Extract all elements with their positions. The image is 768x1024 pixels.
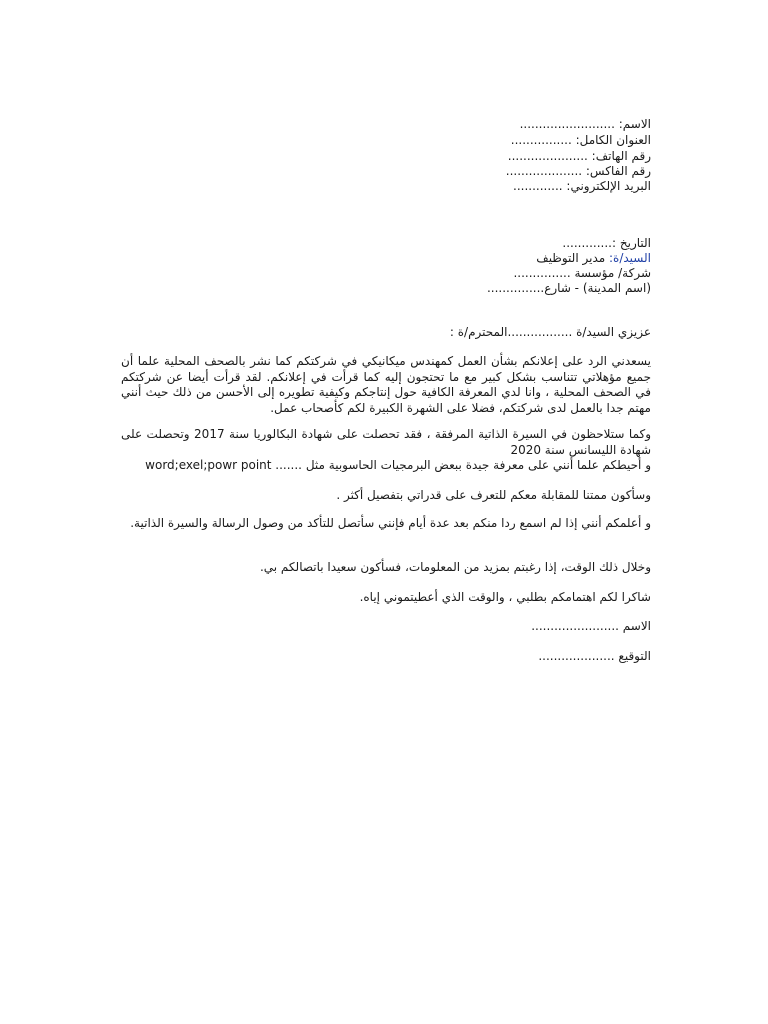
letter-date: التاريخ :............. [562, 236, 651, 250]
sender-fax: رقم الفاكس: .................... [505, 164, 651, 178]
recipient-address: (اسم المدينة) - شارع............... [486, 281, 651, 295]
recipient-title-rest: مدير التوظيف [536, 251, 609, 265]
paragraph-interview: وسأكون ممتنا للمقابلة معكم للتعرف على قدراتي بتفصيل أكثر . [336, 488, 651, 502]
closing-name: الاسم ....................... [531, 619, 651, 633]
recipient-company: شركة/ مؤسسة ............... [513, 266, 651, 280]
closing-signature: التوقيع .................... [538, 649, 651, 663]
paragraph-software [145, 458, 651, 473]
paragraph-thanks: شاكرا لكم اهتمامكم بطلبي ، والوقت الذي أعطيتموني إياه. [359, 590, 651, 604]
paragraph-followup: و أعلمكم أنني إذا لم اسمع ردا منكم بعد عدة أيام فإنني سأتصل للتأكد من وصول الرسالة والسيرة الذاتية. [130, 516, 651, 530]
sender-phone: رقم الهاتف: ..................... [507, 149, 651, 163]
software-text: و أحيطكم علما أنني على معرفة جيدة ببعض البرمجيات الحاسوبية مثل [305, 458, 651, 472]
recipient-title [536, 251, 651, 266]
paragraph-intro: يسعدني الرد على إعلانكم بشأن العمل كمهندس ميكانيكي في شركتكم كما نشر بالصحف المحلية علما أن جميع مؤهلاتي تتناسب بشكل كبير مع ما تحتجون إليه كما قرأت في إعلانكم. لقد قرأت أيضا عن شركتكم في الصحف المحلية ، وانا لدي المعرفة الكافية حول إنتاجكم وكيفية تطويره إلى الأحسن من ذلك حيث أنني مهتم جدا بالعمل لدى شركتكم، فضلا على الشهرة الكبيرة لكم كأصحاب عمل. [121, 354, 651, 415]
sender-name: الاسم: ......................... [519, 117, 651, 131]
salutation: عزيزي السيد/ة .................المحترم/ة : [449, 325, 651, 339]
paragraph-qualifications: وكما ستلاحظون في السيرة الذاتية المرفقة ، فقد تحصلت على شهادة البكالوريا سنة 2017 وتحصلت على شهادة الليسانس سنة 2020 [121, 427, 652, 457]
paragraph-contact: وخلال ذلك الوقت، إذا رغبتم بمزيد من المعلومات، فسأكون سعيدا باتصالكم بي. [259, 560, 651, 574]
recipient-title-prefix: السيد/ة: [609, 251, 651, 265]
software-list: word;exel;powr point ....... [145, 458, 302, 472]
sender-email: البريد الإلكتروني: ............. [513, 179, 651, 193]
sender-address: العنوان الكامل: ................ [510, 133, 651, 147]
